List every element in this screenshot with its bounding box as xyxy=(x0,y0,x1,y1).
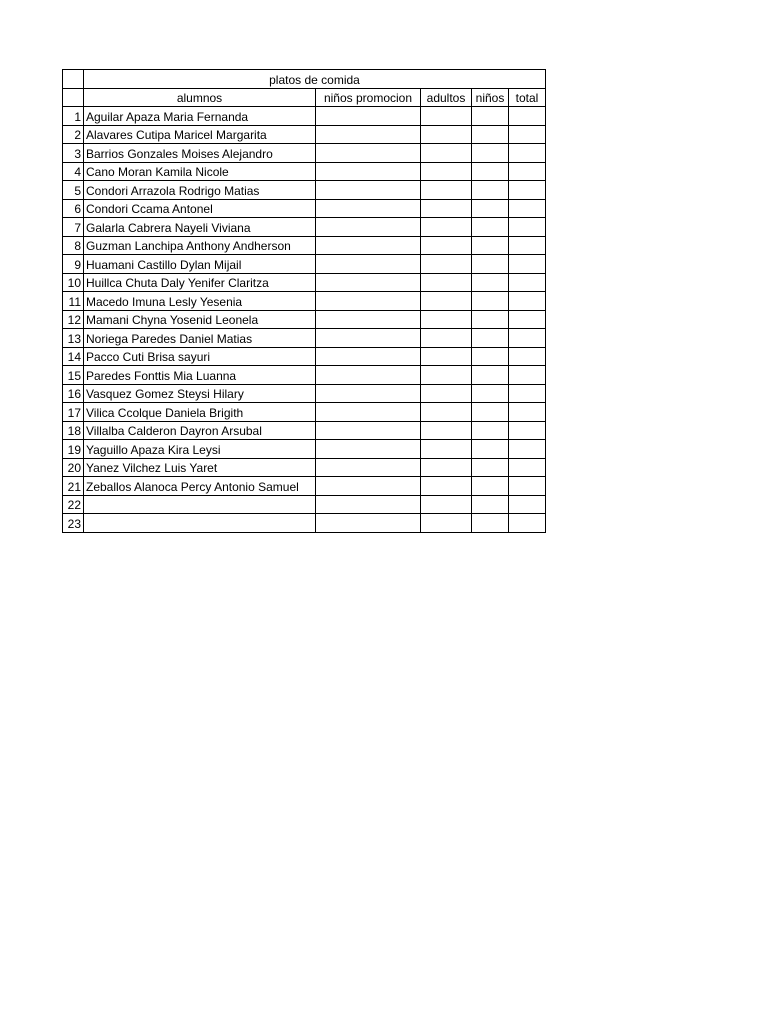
row-number: 3 xyxy=(63,144,84,163)
table-row xyxy=(63,199,546,218)
total-cell[interactable] xyxy=(509,366,546,385)
ninos-cell[interactable] xyxy=(472,384,509,403)
adultos-cell[interactable] xyxy=(421,144,472,163)
row-number: 18 xyxy=(63,421,84,440)
total-cell[interactable] xyxy=(509,495,546,514)
row-number: 15 xyxy=(63,366,84,385)
ninos-promocion-cell[interactable] xyxy=(316,440,421,459)
ninos-promocion-cell[interactable] xyxy=(316,347,421,366)
student-name-cell[interactable]: Guzman Lanchipa Anthony Andherson xyxy=(84,236,316,255)
ninos-promocion-cell[interactable] xyxy=(316,403,421,422)
row-number: 5 xyxy=(63,181,84,200)
row-number: 10 xyxy=(63,273,84,292)
student-name-cell[interactable]: Condori Arrazola Rodrigo Matias xyxy=(84,181,316,200)
student-name-cell[interactable]: Huamani Castillo Dylan Mijail xyxy=(84,255,316,274)
ninos-promocion-cell[interactable] xyxy=(316,273,421,292)
row-number: 12 xyxy=(63,310,84,329)
adultos-cell[interactable] xyxy=(421,273,472,292)
total-cell[interactable] xyxy=(509,162,546,181)
ninos-promocion-cell[interactable] xyxy=(316,514,421,533)
ninos-promocion-cell[interactable] xyxy=(316,125,421,144)
ninos-cell[interactable] xyxy=(472,199,509,218)
student-name-cell[interactable]: Galarla Cabrera Nayeli Viviana xyxy=(84,218,316,237)
student-name-cell[interactable] xyxy=(84,514,316,533)
table-body xyxy=(63,70,546,533)
row-number: 16 xyxy=(63,384,84,403)
total-cell[interactable] xyxy=(509,458,546,477)
student-name-cell[interactable] xyxy=(84,495,316,514)
adultos-cell[interactable] xyxy=(421,292,472,311)
table-row xyxy=(63,162,546,181)
ninos-cell[interactable] xyxy=(472,440,509,459)
column-header-total: total xyxy=(509,88,546,107)
row-number: 23 xyxy=(63,514,84,533)
ninos-cell[interactable] xyxy=(472,218,509,237)
ninos-cell[interactable] xyxy=(472,162,509,181)
table-row xyxy=(63,384,546,403)
adultos-cell[interactable] xyxy=(421,440,472,459)
table-row xyxy=(63,403,546,422)
row-number: 20 xyxy=(63,458,84,477)
adultos-cell[interactable] xyxy=(421,162,472,181)
total-cell[interactable] xyxy=(509,421,546,440)
column-header-adultos: adultos xyxy=(421,88,472,107)
student-name-cell[interactable]: Yaguillo Apaza Kira Leysi xyxy=(84,440,316,459)
ninos-cell[interactable] xyxy=(472,458,509,477)
adultos-cell[interactable] xyxy=(421,366,472,385)
ninos-cell[interactable] xyxy=(472,366,509,385)
ninos-cell[interactable] xyxy=(472,421,509,440)
ninos-cell[interactable] xyxy=(472,107,509,126)
ninos-cell[interactable] xyxy=(472,255,509,274)
ninos-cell[interactable] xyxy=(472,292,509,311)
table-row xyxy=(63,273,546,292)
adultos-cell[interactable] xyxy=(421,495,472,514)
table-row xyxy=(63,310,546,329)
title-row xyxy=(63,70,546,89)
adultos-cell[interactable] xyxy=(421,421,472,440)
ninos-promocion-cell[interactable] xyxy=(316,292,421,311)
total-cell[interactable] xyxy=(509,218,546,237)
ninos-cell[interactable] xyxy=(472,273,509,292)
total-cell[interactable] xyxy=(509,107,546,126)
header-num-cell xyxy=(63,88,84,107)
total-cell[interactable] xyxy=(509,514,546,533)
ninos-promocion-cell[interactable] xyxy=(316,384,421,403)
table-row xyxy=(63,181,546,200)
ninos-cell[interactable] xyxy=(472,495,509,514)
row-number: 14 xyxy=(63,347,84,366)
table-row xyxy=(63,477,546,496)
ninos-cell[interactable] xyxy=(472,310,509,329)
row-number: 1 xyxy=(63,107,84,126)
student-name-cell[interactable]: Villalba Calderon Dayron Arsubal xyxy=(84,421,316,440)
students-food-table xyxy=(62,69,546,533)
row-number: 22 xyxy=(63,495,84,514)
table-row xyxy=(63,347,546,366)
adultos-cell[interactable] xyxy=(421,107,472,126)
total-cell[interactable] xyxy=(509,310,546,329)
student-name-cell[interactable]: Condori Ccama Antonel xyxy=(84,199,316,218)
student-name-cell[interactable]: Alavares Cutipa Maricel Margarita xyxy=(84,125,316,144)
student-name-cell[interactable]: Noriega Paredes Daniel Matias xyxy=(84,329,316,348)
table-row xyxy=(63,107,546,126)
adultos-cell[interactable] xyxy=(421,329,472,348)
column-header-row xyxy=(63,88,546,107)
student-name-cell[interactable]: Cano Moran Kamila Nicole xyxy=(84,162,316,181)
table-row xyxy=(63,440,546,459)
table-row xyxy=(63,514,546,533)
table-row xyxy=(63,236,546,255)
student-name-cell[interactable]: Barrios Gonzales Moises Alejandro xyxy=(84,144,316,163)
total-cell[interactable] xyxy=(509,255,546,274)
ninos-promocion-cell[interactable] xyxy=(316,107,421,126)
column-header-ninos: niños xyxy=(472,88,509,107)
table-row xyxy=(63,218,546,237)
column-header-alumnos: alumnos xyxy=(84,88,316,107)
total-cell[interactable] xyxy=(509,403,546,422)
ninos-promocion-cell[interactable] xyxy=(316,181,421,200)
total-cell[interactable] xyxy=(509,384,546,403)
adultos-cell[interactable] xyxy=(421,236,472,255)
corner-cell xyxy=(63,70,84,89)
adultos-cell[interactable] xyxy=(421,310,472,329)
table-row xyxy=(63,144,546,163)
student-name-cell[interactable]: Vasquez Gomez Steysi Hilary xyxy=(84,384,316,403)
total-cell[interactable] xyxy=(509,236,546,255)
row-number: 13 xyxy=(63,329,84,348)
ninos-cell[interactable] xyxy=(472,125,509,144)
ninos-cell[interactable] xyxy=(472,181,509,200)
ninos-promocion-cell[interactable] xyxy=(316,218,421,237)
ninos-promocion-cell[interactable] xyxy=(316,310,421,329)
adultos-cell[interactable] xyxy=(421,347,472,366)
total-cell[interactable] xyxy=(509,144,546,163)
adultos-cell[interactable] xyxy=(421,458,472,477)
table-row xyxy=(63,495,546,514)
table-row xyxy=(63,292,546,311)
ninos-promocion-cell[interactable] xyxy=(316,199,421,218)
ninos-promocion-cell[interactable] xyxy=(316,255,421,274)
total-cell[interactable] xyxy=(509,181,546,200)
total-cell[interactable] xyxy=(509,125,546,144)
row-number: 11 xyxy=(63,292,84,311)
total-cell[interactable] xyxy=(509,440,546,459)
table-row xyxy=(63,125,546,144)
row-number: 2 xyxy=(63,125,84,144)
table-row xyxy=(63,255,546,274)
adultos-cell[interactable] xyxy=(421,199,472,218)
ninos-cell[interactable] xyxy=(472,514,509,533)
table-row xyxy=(63,329,546,348)
total-cell[interactable] xyxy=(509,292,546,311)
table-title: platos de comida xyxy=(84,70,546,89)
student-name-cell[interactable]: Mamani Chyna Yosenid Leonela xyxy=(84,310,316,329)
student-name-cell[interactable]: Pacco Cuti Brisa sayuri xyxy=(84,347,316,366)
adultos-cell[interactable] xyxy=(421,181,472,200)
student-name-cell[interactable]: Vilica Ccolque Daniela Brigith xyxy=(84,403,316,422)
total-cell[interactable] xyxy=(509,347,546,366)
ninos-cell[interactable] xyxy=(472,236,509,255)
row-number: 4 xyxy=(63,162,84,181)
row-number: 21 xyxy=(63,477,84,496)
row-number: 19 xyxy=(63,440,84,459)
student-name-cell[interactable]: Macedo Imuna Lesly Yesenia xyxy=(84,292,316,311)
ninos-cell[interactable] xyxy=(472,347,509,366)
ninos-promocion-cell[interactable] xyxy=(316,366,421,385)
ninos-promocion-cell[interactable] xyxy=(316,458,421,477)
student-name-cell[interactable]: Huillca Chuta Daly Yenifer Claritza xyxy=(84,273,316,292)
table-row xyxy=(63,458,546,477)
table-row xyxy=(63,366,546,385)
adultos-cell[interactable] xyxy=(421,403,472,422)
ninos-promocion-cell[interactable] xyxy=(316,495,421,514)
row-number: 6 xyxy=(63,199,84,218)
adultos-cell[interactable] xyxy=(421,514,472,533)
adultos-cell[interactable] xyxy=(421,255,472,274)
row-number: 7 xyxy=(63,218,84,237)
total-cell[interactable] xyxy=(509,477,546,496)
adultos-cell[interactable] xyxy=(421,125,472,144)
student-name-cell[interactable]: Yanez Vilchez Luis Yaret xyxy=(84,458,316,477)
ninos-promocion-cell[interactable] xyxy=(316,329,421,348)
ninos-promocion-cell[interactable] xyxy=(316,162,421,181)
ninos-cell[interactable] xyxy=(472,403,509,422)
adultos-cell[interactable] xyxy=(421,384,472,403)
student-name-cell[interactable]: Aguilar Apaza Maria Fernanda xyxy=(84,107,316,126)
ninos-promocion-cell[interactable] xyxy=(316,236,421,255)
row-number: 17 xyxy=(63,403,84,422)
ninos-promocion-cell[interactable] xyxy=(316,421,421,440)
total-cell[interactable] xyxy=(509,273,546,292)
student-name-cell[interactable]: Paredes Fonttis Mia Luanna xyxy=(84,366,316,385)
total-cell[interactable] xyxy=(509,329,546,348)
row-number: 8 xyxy=(63,236,84,255)
adultos-cell[interactable] xyxy=(421,218,472,237)
total-cell[interactable] xyxy=(509,199,546,218)
ninos-promocion-cell[interactable] xyxy=(316,144,421,163)
adultos-cell[interactable] xyxy=(421,477,472,496)
ninos-cell[interactable] xyxy=(472,329,509,348)
row-number: 9 xyxy=(63,255,84,274)
table-row xyxy=(63,421,546,440)
student-name-cell[interactable]: Zeballos Alanoca Percy Antonio Samuel xyxy=(84,477,316,496)
ninos-cell[interactable] xyxy=(472,477,509,496)
ninos-promocion-cell[interactable] xyxy=(316,477,421,496)
column-header-ninos-promocion: niños promocion xyxy=(316,88,421,107)
ninos-cell[interactable] xyxy=(472,144,509,163)
